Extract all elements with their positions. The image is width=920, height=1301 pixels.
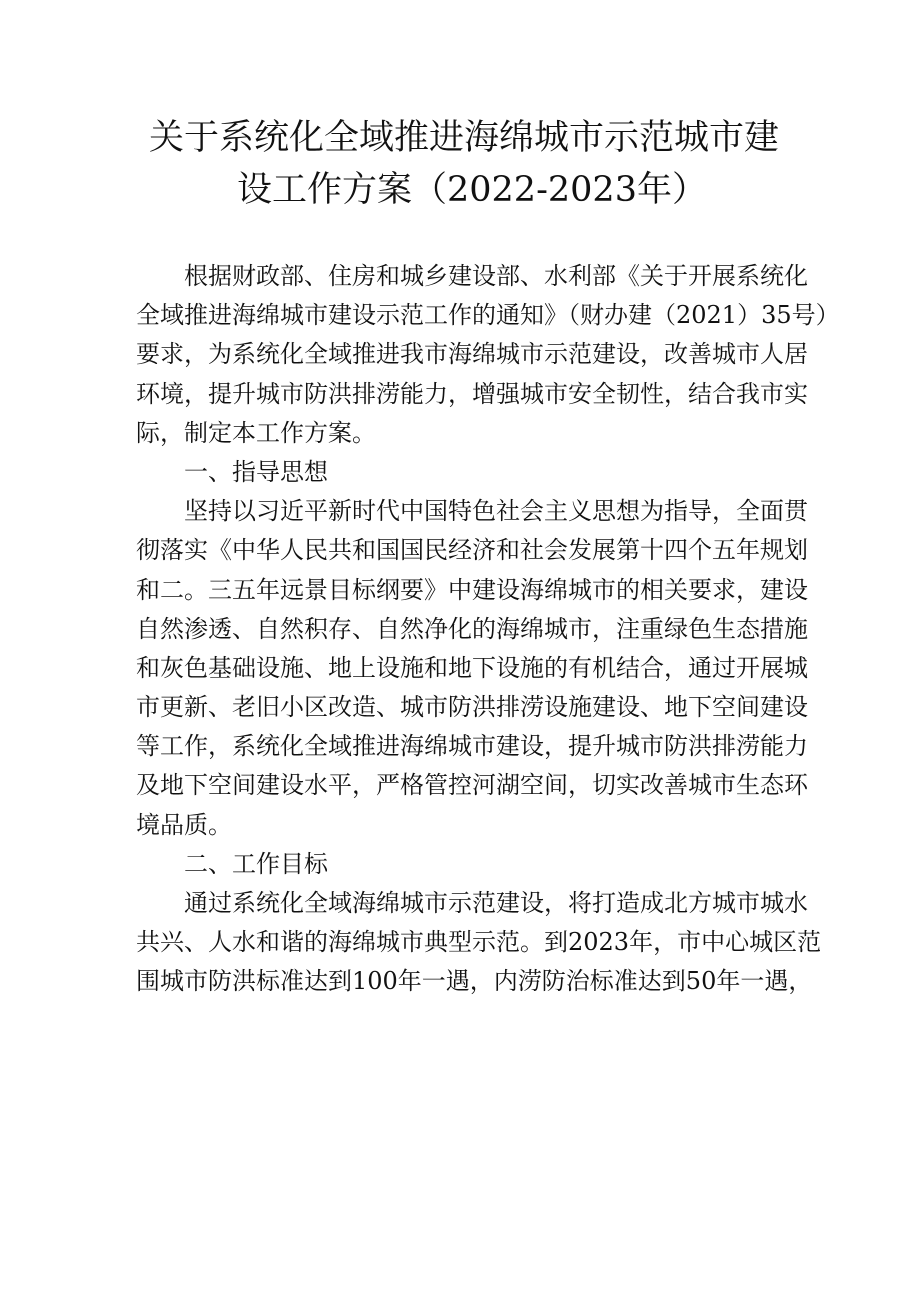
work-goals-paragraph	[136, 884, 822, 1002]
section-heading: 一、指导思想	[184, 457, 328, 486]
text-line: 和灰色基础设施、地上设施和地下设施的有机结合，通过开展城	[136, 653, 808, 682]
section-heading-work-goals	[136, 845, 792, 884]
document-title	[0, 112, 920, 216]
text-line: 际，制定本工作方案。	[136, 418, 376, 447]
text-line: 和二。三五年远景目标纲要》中建设海绵城市的相关要求，建设	[136, 575, 808, 604]
text-line: 要求，为系统化全域推进我市海绵城市示范建设，改善城市人居	[136, 340, 808, 369]
section-heading: 二、工作目标	[184, 849, 328, 878]
text-line: 市更新、老旧小区改造、城市防洪排涝设施建设、地下空间建设	[136, 693, 808, 722]
text-line: 等工作，系统化全域推进海绵城市建设，提升城市防洪排涝能力	[136, 732, 808, 761]
intro-paragraph	[136, 257, 840, 453]
text-line: 围城市防洪标准达到100年一遇，内涝防治标准达到50年一遇，	[136, 967, 813, 996]
text-line: 境品质。	[136, 810, 232, 839]
text-line: 及地下空间建设水平，严格管控河湖空间，切实改善城市生态环	[136, 771, 808, 800]
title-line-2: 设工作方案（2022-2023年）	[237, 170, 707, 210]
guiding-ideology-paragraph	[136, 492, 808, 845]
text-line: 彻落实《中华人民共和国国民经济和社会发展第十四个五年规划	[136, 536, 808, 565]
text-line: 环境，提升城市防洪排涝能力，增强城市安全韧性，结合我市实	[136, 379, 808, 408]
title-line-1: 关于系统化全域推进海绵城市示范城市建	[149, 118, 780, 158]
section-heading-guiding-ideology	[136, 453, 792, 492]
text-line: 全域推进海绵城市建设示范工作的通知》（财办建（2021）35号）	[136, 301, 840, 330]
document-body	[136, 257, 840, 1002]
text-line: 通过系统化全域海绵城市示范建设，将打造成北方城市城水	[184, 889, 808, 917]
text-line: 共兴、人水和谐的海绵城市典型示范。到2023年，市中心城区范	[136, 928, 822, 957]
text-line: 自然渗透、自然积存、自然净化的海绵城市，注重绿色生态措施	[136, 614, 808, 643]
text-line: 根据财政部、住房和城乡建设部、水利部《关于开展系统化	[184, 262, 808, 290]
text-line: 坚持以习近平新时代中国特色社会主义思想为指导，全面贯	[184, 497, 808, 526]
